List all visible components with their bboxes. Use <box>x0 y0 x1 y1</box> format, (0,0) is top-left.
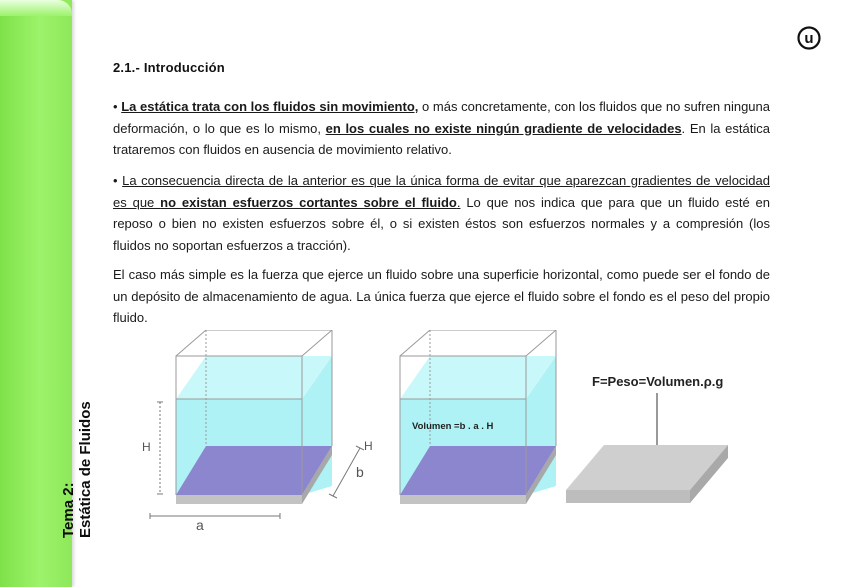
university-logo-icon <box>797 26 821 50</box>
paragraph-2 <box>113 170 770 256</box>
tank-1 <box>142 330 364 533</box>
p2-emphasis: no existan esfuerzos cortantes sobre el fluido <box>160 194 457 210</box>
label-b: b <box>356 464 364 480</box>
bullet: • <box>113 173 123 188</box>
p1-emphasis-2: en los cuales no existe ningún gradiente de velocidades <box>325 120 682 136</box>
dimension-H <box>157 402 163 494</box>
section-heading: 2.1.- Introducción <box>113 60 225 75</box>
base-front-2 <box>400 495 526 504</box>
volume-formula: Volumen =b . a . H <box>412 421 494 432</box>
sidebar-corner <box>0 0 72 16</box>
p1-text-1: o más concretamente, con los fluidos que no sufren ninguna deformación, o lo que es lo mismo, <box>113 99 770 136</box>
paragraph-3: El caso más simple es la fuerza que ejerce un fluido sobre una superficie horizontal, como puede ser el fondo de un depósito de almacenamiento de agua. La única fuerza que ejerce el fluido sobre el fondo es el peso del propio fluido. <box>113 267 770 325</box>
logo-letter: u <box>804 30 814 47</box>
title-line-1: Tema 2: <box>60 482 77 538</box>
label-a: a <box>196 517 204 533</box>
p2-underlined-1: La consecuencia directa de la anterior es que la única forma de evitar que aparezcan gradientes de velocidad es que <box>113 173 770 210</box>
dimension-a <box>150 513 280 519</box>
force-formula: F=Peso=Volumen.ρ.g <box>592 374 724 389</box>
label-H-between: H <box>364 439 373 453</box>
base-front-1 <box>176 495 302 504</box>
p2-text: Lo que nos indica que para que un fluido esté en reposo o bien no existen esfuerzos sobre él, o si existen éstos son esfuerzos normales y a compresión (los fluidos no soportan esfuerzos a tracción). <box>113 194 770 253</box>
sidebar <box>0 0 94 587</box>
force-plate <box>566 374 728 503</box>
label-H: H <box>142 440 151 454</box>
vertical-title <box>60 401 94 538</box>
fluid-tank-diagram <box>120 330 750 535</box>
title-line-2: Estática de Fluidos <box>77 401 94 538</box>
p1-text-2: . En la estática trataremos con fluidos en ausencia de movimiento relativo. <box>113 120 770 157</box>
plate-front <box>566 490 690 503</box>
paragraph-1 <box>113 96 770 161</box>
p2-underlined-2: . <box>456 194 461 210</box>
bullet: • <box>113 99 122 114</box>
p1-emphasis-1: La estática trata con los fluidos sin movimiento, <box>121 99 419 114</box>
tank-2 <box>400 330 556 504</box>
